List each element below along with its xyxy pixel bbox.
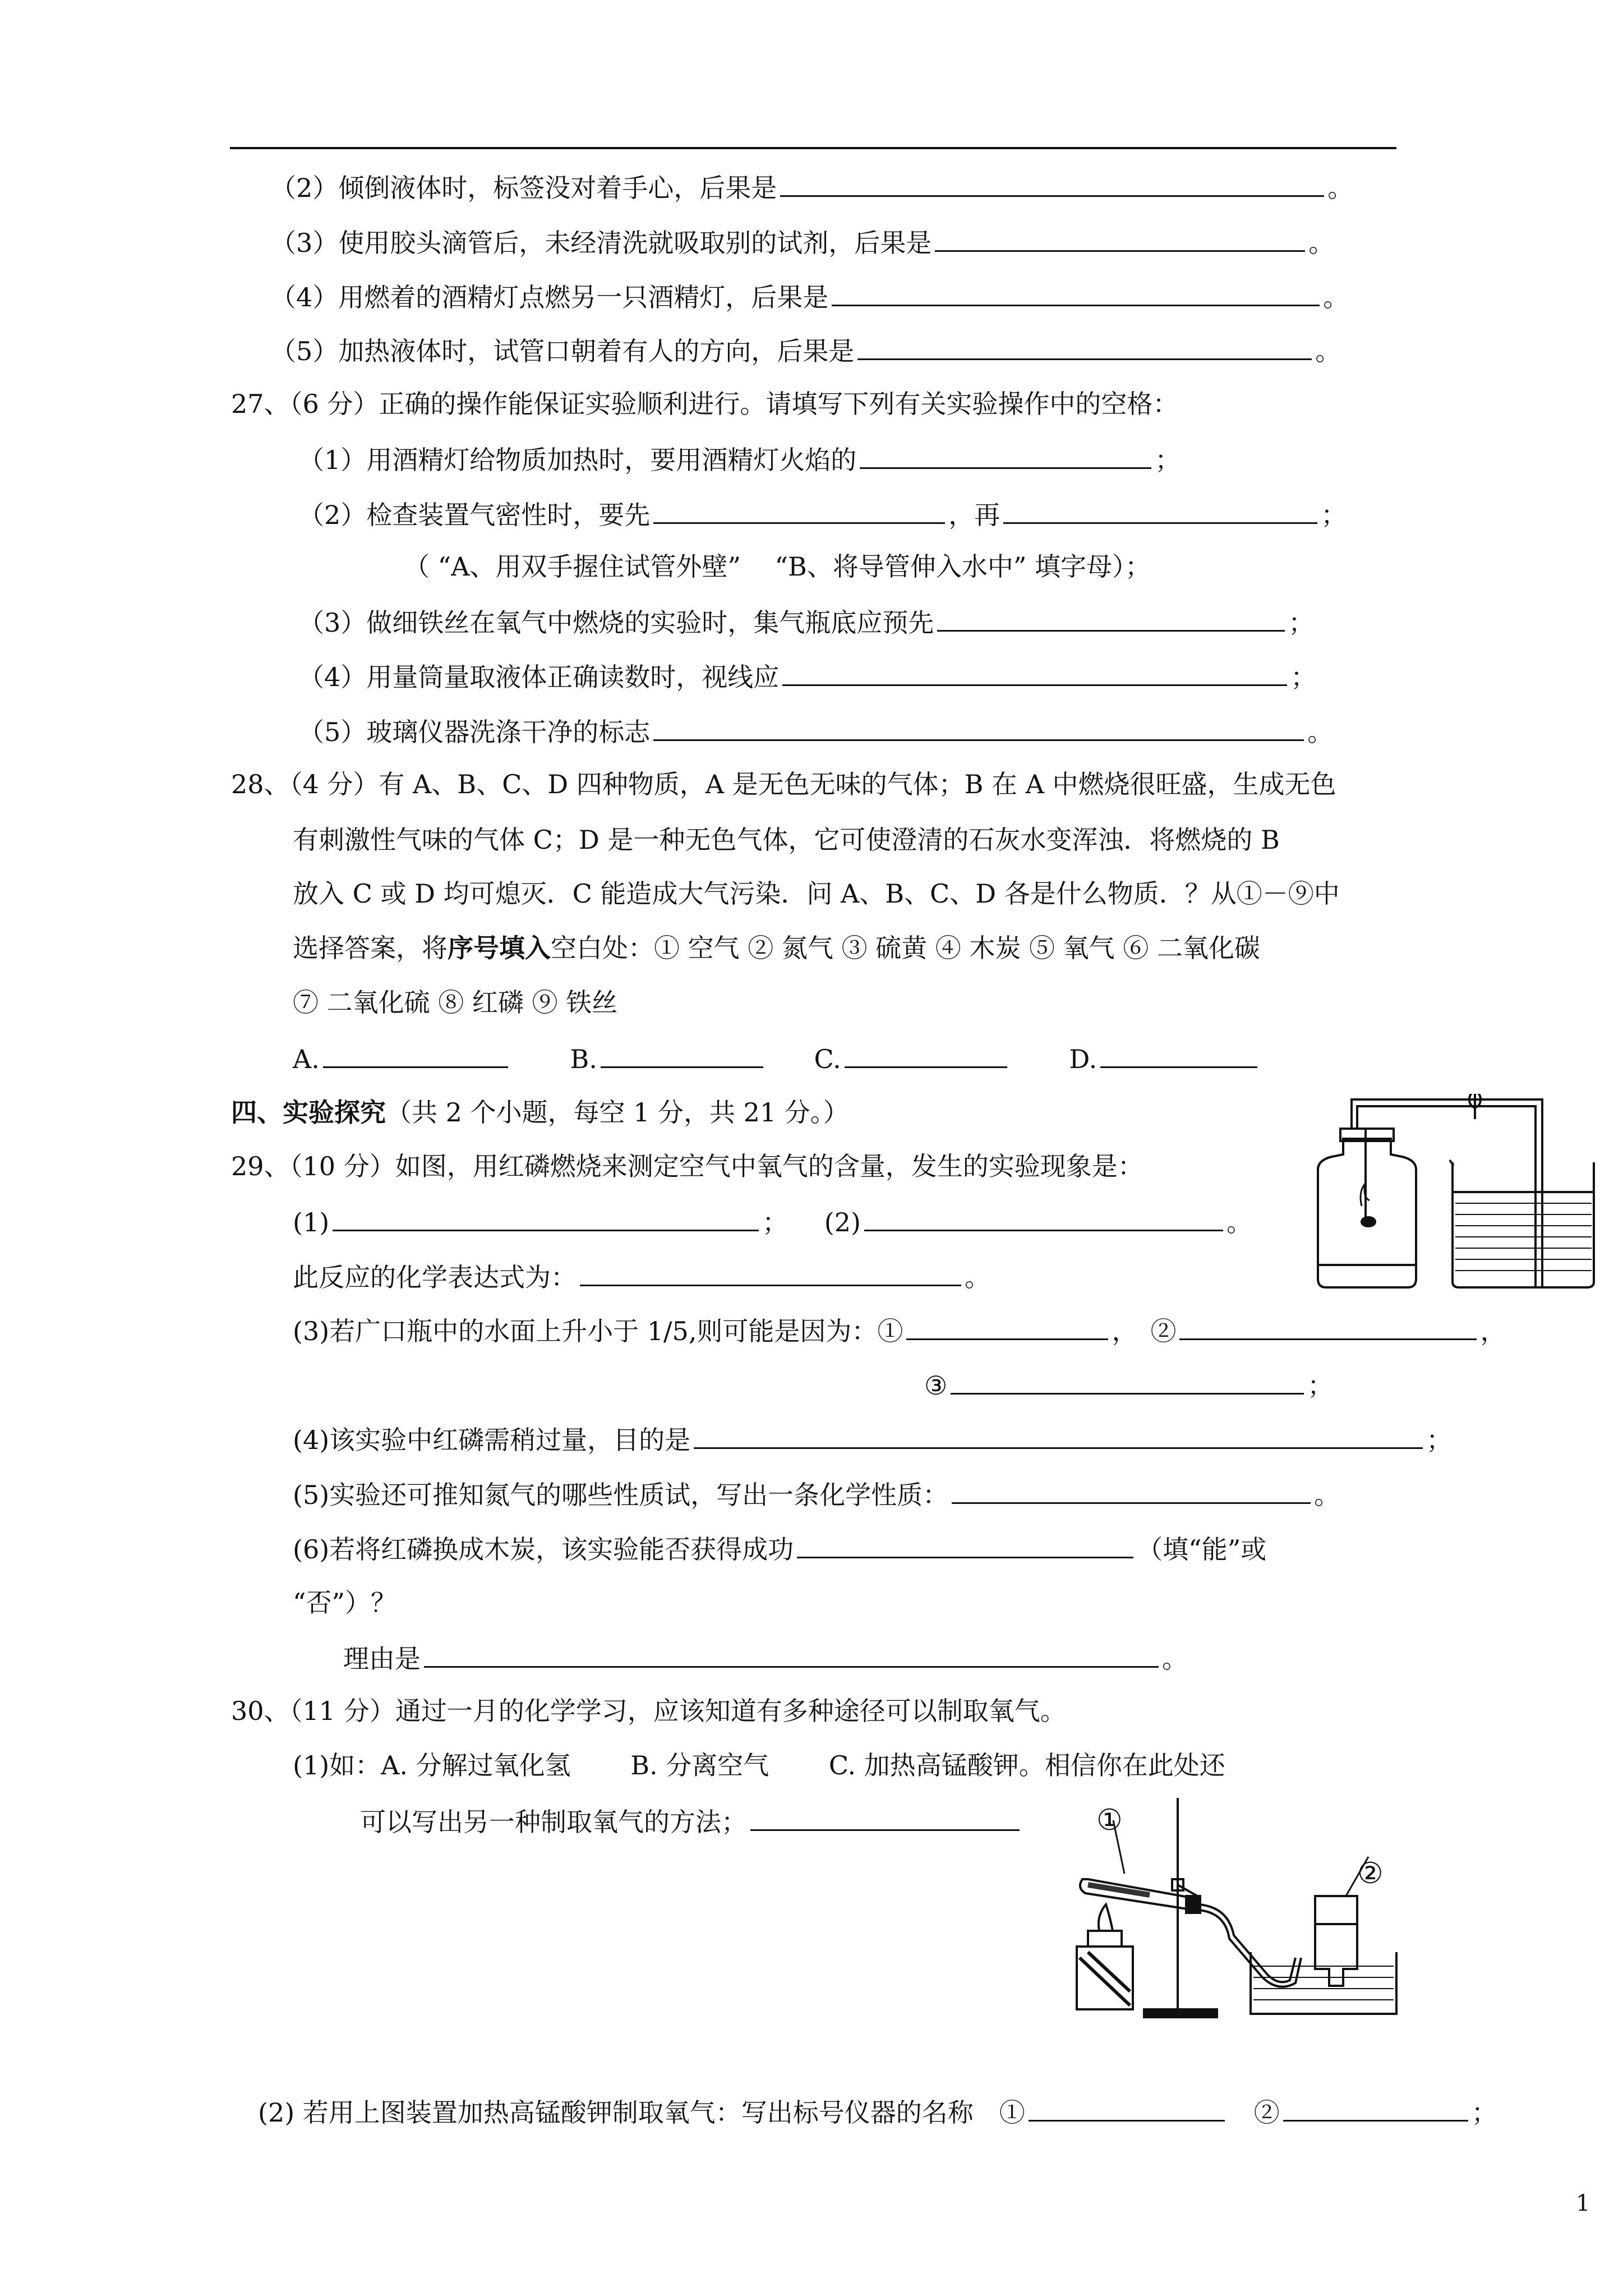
answer-blank[interactable] [424, 1640, 1159, 1668]
answer-blank[interactable] [780, 169, 1324, 197]
answer-blank[interactable] [832, 279, 1320, 306]
q26-item2: （2）倾倒液体时，标签没对着手心，后果是 。 [270, 169, 1353, 205]
answer-blank[interactable] [951, 1367, 1304, 1395]
answer-blank[interactable] [653, 496, 945, 524]
q29-item6: (6)若将红磷换成木炭，该实验能否获得成功 （填“能”或 [293, 1531, 1266, 1566]
q26-item4: （4）用燃着的酒精灯点燃另一只酒精灯，后果是 。 [270, 279, 1349, 314]
answer-blank[interactable] [857, 333, 1312, 360]
answer-blank[interactable] [864, 1204, 1223, 1231]
q28-line5: ⑦ 二氧化硫 ⑧ 红磷 ⑨ 铁丝 [293, 987, 618, 1018]
answer-blank[interactable] [797, 1531, 1133, 1558]
q28-answers: A. B. C. D. [293, 1041, 1261, 1076]
q29-phenomena: (1) ； (2) 。 [293, 1204, 1252, 1239]
q28-line3: 放入 C 或 D 均可熄灭．C 能造成大气污染．问 A、B、C、D 各是什么物质．？从①－⑨中 [293, 878, 1340, 909]
answer-blank[interactable] [782, 659, 1287, 686]
answer-blank[interactable] [860, 441, 1151, 469]
q26-item5: （5）加热液体时，试管口朝着有人的方向，后果是 。 [270, 333, 1341, 368]
q27-item2: （2）检查装置气密性时，要先 ，再 ； [298, 496, 1347, 532]
q26-item3: （3）使用胶头滴管后，未经清洗就吸取别的试剂，后果是 。 [270, 224, 1334, 260]
q30-item2: (2) 若用上图装置加热高锰酸钾制取氧气：写出标号仪器的名称 ① ② ； [258, 2094, 1497, 2129]
q27-item2-note: （ “A、用双手握住试管外壁” “B、将导管伸入水中” 填字母）； [404, 551, 1151, 582]
phosphorus-combustion-apparatus-figure [1307, 1094, 1610, 1296]
q30-stem: 30、（11 分）通过一月的化学学习，应该知道有多种途径可以制取氧气。 [231, 1696, 1066, 1726]
answer-blank[interactable] [653, 714, 1304, 741]
answer-blank-b[interactable] [601, 1041, 763, 1068]
q29-item3: (3)若广口瓶中的水面上升小于 1/5,则可能是因为：① ， ② ， [293, 1313, 1506, 1348]
answer-blank[interactable] [750, 1803, 1020, 1831]
answer-blank[interactable] [937, 604, 1285, 632]
answer-blank[interactable] [694, 1421, 1423, 1449]
instrument-label-1: ① [1096, 1803, 1123, 1837]
answer-blank-d[interactable] [1100, 1041, 1257, 1068]
answer-blank[interactable] [1283, 2094, 1468, 2122]
q30-item1: (1)如：A. 分解过氧化氢 B. 分离空气 C. 加热高锰酸钾。相信你在此处还 [293, 1750, 1225, 1780]
q28-line2: 有刺激性气味的气体 C；D 是一种无色气体，它可使澄清的石灰水变浑浊．将燃烧的 B [293, 825, 1280, 855]
q29-item5: (5)实验还可推知氮气的哪些性质试，写出一条化学性质： 。 [293, 1476, 1340, 1512]
answer-blank[interactable] [935, 224, 1305, 252]
q27-stem: 27、（6 分）正确的操作能保证实验顺利进行。请填写下列有关实验操作中的空格： [231, 389, 1179, 419]
q30-item1b: 可以写出另一种制取氧气的方法； [360, 1803, 1023, 1839]
answer-blank[interactable] [580, 1259, 961, 1286]
answer-blank[interactable] [906, 1313, 1108, 1340]
answer-blank[interactable] [1029, 2094, 1225, 2122]
q29-item3b: ③ ； [924, 1367, 1333, 1402]
q29-item6b: “否”）？ [293, 1588, 397, 1618]
instrument-label-2: ② [1357, 1857, 1384, 1890]
q27-item1: （1）用酒精灯给物质加热时，要用酒精灯火焰的 ； [298, 441, 1181, 477]
q28-line4: 选择答案，将序号填入空白处：① 空气 ② 氮气 ③ 硫黄 ④ 木炭 ⑤ 氧气 ⑥ 二氧化碳 [293, 933, 1260, 963]
q28-line1: 28、（4 分）有 A、B、C、D 四种物质，A 是无色无味的气体；B 在 A 中燃烧很旺盛，生成无色 [231, 769, 1336, 799]
answer-blank[interactable] [333, 1204, 759, 1231]
answer-blank[interactable] [1003, 496, 1317, 524]
q29-item4: (4)该实验中红磷需稍过量，目的是 ； [293, 1421, 1452, 1457]
answer-blank-c[interactable] [845, 1041, 1007, 1068]
page-number: 1 [1576, 2191, 1590, 2216]
answer-blank[interactable] [1179, 1313, 1477, 1340]
header-rule [230, 147, 1396, 149]
answer-blank-a[interactable] [323, 1041, 508, 1068]
q27-item4: （4）用量筒量取液体正确读数时，视线应 ； [298, 659, 1316, 694]
q29-reason: 理由是 。 [343, 1640, 1188, 1676]
q29-stem: 29、（10 分）如图，用红磷燃烧来测定空气中氧气的含量，发生的实验现象是： [231, 1151, 1144, 1181]
q27-item3: （3）做细铁丝在氧气中燃烧的实验时，集气瓶底应预先 ； [298, 604, 1314, 639]
q29-expression: 此反应的化学表达式为： 。 [293, 1259, 990, 1294]
q27-item5: （5）玻璃仪器洗涤干净的标志 。 [298, 714, 1333, 749]
answer-blank[interactable] [952, 1476, 1311, 1504]
section4-heading: 四、实验探究（共 2 个小题，每空 1 分，共 21 分。） [231, 1097, 849, 1128]
